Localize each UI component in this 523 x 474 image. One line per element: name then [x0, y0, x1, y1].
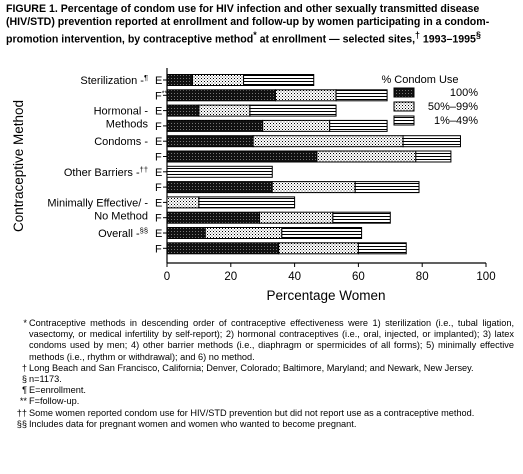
bar-segment-low — [167, 166, 272, 177]
category-label: Hormonal - — [93, 105, 148, 118]
bar-segment-partial — [263, 120, 330, 131]
x-tick-label: 20 — [224, 271, 238, 283]
legend-label-partial: 50%–99% — [427, 101, 478, 113]
footnote — [6, 396, 514, 407]
x-tick-label: 60 — [352, 271, 365, 283]
bar-segment-partial — [279, 243, 359, 254]
legend-swatch-partial — [394, 102, 414, 111]
x-axis-ticks — [164, 263, 496, 283]
bar-segment-low — [250, 105, 336, 116]
bar-segment-low — [282, 228, 362, 239]
legend-swatch-low — [394, 116, 414, 125]
bar-segment-low — [199, 197, 295, 208]
bar-segment-low — [330, 120, 387, 131]
category-label: Other Barriers -†† — [63, 164, 148, 179]
bar-segment-partial — [275, 90, 336, 101]
bar-segment-partial — [167, 197, 199, 208]
bar-segment-partial — [272, 182, 355, 193]
bar-segment-full — [167, 228, 205, 239]
footnote-mark: † — [21, 362, 27, 373]
bar-segment-partial — [199, 105, 250, 116]
bar-segment-full — [167, 120, 263, 131]
title-mark-sites: † — [415, 30, 420, 40]
footnote-text: E=enrollment. — [29, 385, 86, 396]
category-label: No Method — [94, 210, 148, 223]
category-label: Minimally Effective/ - — [47, 197, 148, 210]
x-tick-label: 0 — [163, 271, 171, 283]
legend-label-low: 1%–49% — [433, 115, 478, 127]
bar-segment-low — [416, 151, 451, 162]
footnote-mark: ¶ — [22, 385, 27, 396]
footnote-text: F=follow-up. — [29, 396, 80, 407]
bar-segment-partial — [317, 151, 416, 162]
title-text-years: 1993–1995 — [419, 33, 476, 46]
bar-segment-full — [167, 212, 260, 223]
row-code-label: F — [155, 182, 162, 195]
footnote-mark: ** — [19, 396, 27, 407]
footnote-mark: §§ — [16, 418, 27, 429]
bar-segment-full — [167, 75, 193, 86]
title-text: FIGURE 1. Percentage of condom use for HIV infection and other sexually transmitted disease (HIV/STD) prevention reported at enrollment and follow-up by women participating in a condom-promotion intervention, by contraceptive method — [6, 3, 490, 46]
footnote — [6, 419, 514, 430]
y-axis-title: Contraceptive Method — [11, 99, 26, 233]
footnote-text: Long Beach and San Francisco, California; Denver, Colorado; Baltimore, Maryland; and Newark, New Jersey. — [29, 362, 474, 373]
footnote-text: Contraceptive methods in descending order of contraceptive effectiveness were 1) sterilization (i.e., tubal ligation, vasectomy, or medical infertility by self-report); 2) hormonal contraceptives (i.e., oral, injected, or implanted); 3) latex condoms used by men; 4) other barrier methods (i.e., diaphragm or spermicides of all forms); 5) minimally effective methods (i.e., rhythm or withdrawal); and 6) no method. — [29, 318, 514, 362]
legend-title: % Condom Use — [381, 74, 459, 86]
row-code-label: E — [155, 105, 163, 118]
footnote — [6, 374, 514, 385]
category-labels — [47, 73, 167, 255]
row-code-label: E — [155, 136, 163, 149]
footnote — [6, 385, 514, 396]
title-mark-method: * — [253, 30, 257, 40]
title-mark-years: § — [475, 30, 481, 40]
footnote — [6, 408, 514, 419]
row-code-label: E — [155, 166, 163, 179]
bar-segment-low — [355, 182, 419, 193]
x-tick-label: 100 — [476, 271, 496, 283]
bar-segment-full — [167, 182, 272, 193]
bar-segment-partial — [260, 212, 333, 223]
bar-segment-low — [336, 90, 387, 101]
footnote — [6, 318, 514, 363]
bar-segment-low — [333, 212, 390, 223]
row-code-label: F — [155, 212, 162, 225]
footnote-text: Some women reported condom use for HIV/STD prevention but did not report use as a contraceptive method. — [29, 407, 475, 418]
legend-label-full: 100% — [449, 87, 478, 99]
category-label: Condoms - — [94, 136, 148, 149]
bar-segment-partial — [193, 75, 244, 86]
row-code-label: E — [155, 228, 163, 240]
bar-segment-low — [358, 243, 406, 254]
bar-segment-full — [167, 136, 253, 147]
bar-segment-low — [403, 136, 460, 147]
x-axis-title: Percentage Women — [266, 288, 386, 303]
row-code-label: F — [155, 151, 162, 164]
legend-swatch-full — [394, 88, 414, 97]
row-code-label: F — [155, 243, 162, 256]
footnote-text: Includes data for pregnant women and women who wanted to become pregnant. — [29, 418, 357, 429]
row-code-label: F — [155, 120, 162, 133]
bar-segment-partial — [253, 136, 403, 147]
bar-segment-full — [167, 105, 199, 116]
bar-segment-full — [167, 151, 317, 162]
category-label: Sterilization -¶ — [80, 73, 148, 87]
category-label: Overall -§§ — [98, 226, 148, 240]
x-tick-label: 80 — [415, 271, 429, 283]
bar-segment-partial — [205, 228, 282, 239]
footnote-text: n=1173. — [29, 374, 62, 385]
row-code-label: F** — [155, 90, 168, 103]
bar-segment-low — [244, 75, 314, 86]
bars — [167, 75, 460, 254]
bar-segment-full — [167, 90, 275, 101]
title-text-sites: at enrollment — selected sites, — [256, 33, 416, 46]
footnote — [6, 363, 514, 374]
footnote-mark: * — [23, 318, 27, 328]
footnote-mark: § — [21, 374, 27, 385]
row-code-label: E — [155, 197, 163, 210]
footnotes — [6, 318, 514, 430]
row-code-label: E — [155, 75, 163, 87]
footnote-mark: †† — [16, 407, 27, 418]
x-tick-label: 40 — [288, 271, 301, 283]
legend — [381, 74, 478, 127]
category-label: Methods — [105, 118, 148, 131]
bar-segment-full — [167, 243, 279, 254]
